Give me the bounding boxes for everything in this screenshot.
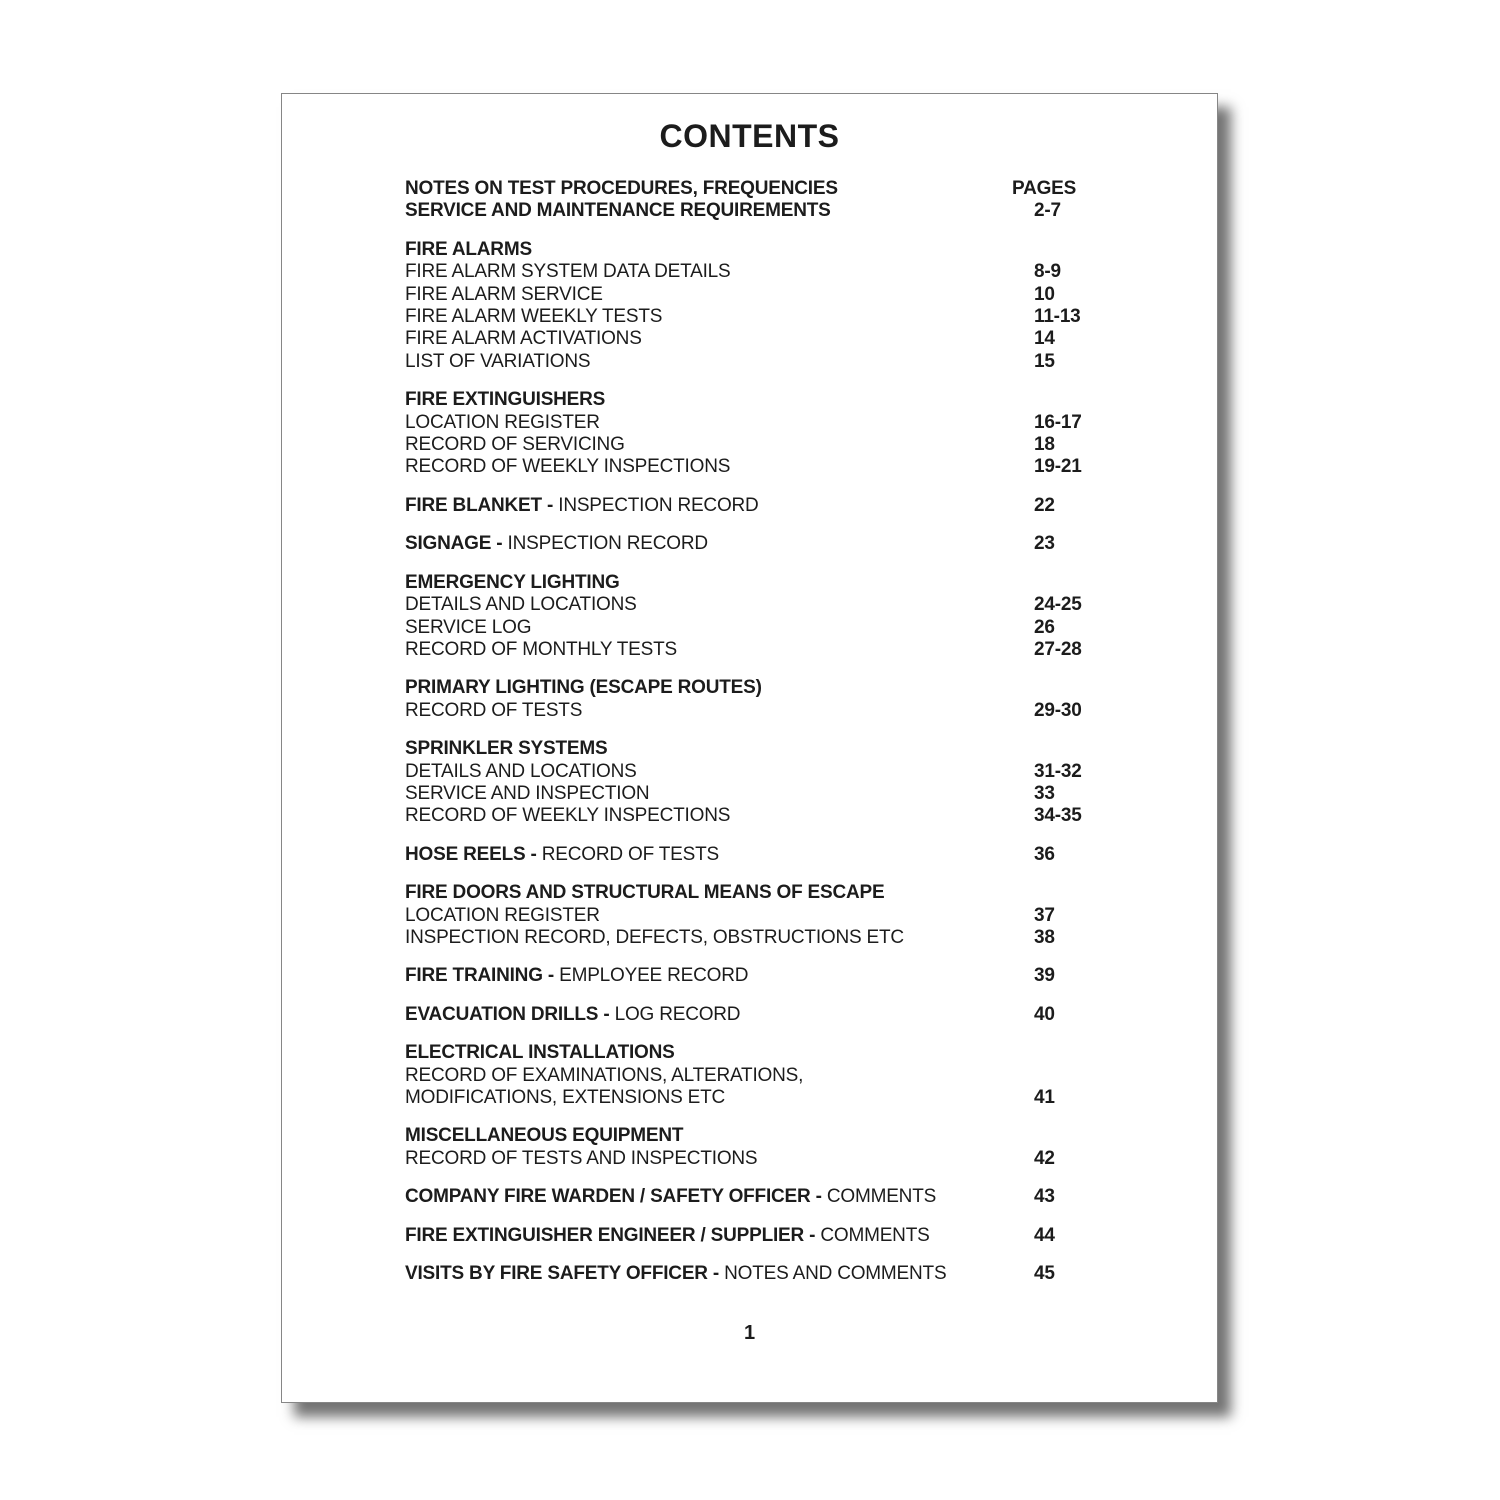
toc-entry-label <box>405 882 1034 904</box>
toc-section <box>405 1225 1197 1247</box>
toc-entry-label <box>405 495 1034 517</box>
toc-entry-text: DETAILS AND LOCATIONS <box>405 594 637 616</box>
toc-entry-text: SERVICE LOG <box>405 616 532 638</box>
toc-entry-label <box>405 639 1034 661</box>
toc-entry-label <box>405 1065 1034 1087</box>
toc-entry-pages: 33 <box>1034 782 1055 804</box>
toc-entry-text: DETAILS AND LOCATIONS <box>405 760 637 782</box>
toc-entry-label <box>405 456 1034 478</box>
toc-section <box>405 495 1197 517</box>
toc-row <box>405 1186 1197 1208</box>
toc-entry-text: FIRE ALARM WEEKLY TESTS <box>405 306 663 328</box>
toc-entry-text: RECORD OF MONTHLY TESTS <box>405 638 677 660</box>
toc-entry-text: COMMENTS <box>826 1186 937 1208</box>
page-title: CONTENTS <box>659 118 840 154</box>
toc-entry-heading: SPRINKLER SYSTEMS <box>405 738 608 760</box>
toc-section <box>405 844 1197 866</box>
toc-entry-text: FIRE ALARM SERVICE <box>405 283 603 305</box>
toc-entry-label <box>405 965 1034 987</box>
toc-entry-text: LOCATION REGISTER <box>405 904 600 926</box>
toc-entry-label <box>405 805 1034 827</box>
toc-entry-pages: 45 <box>1034 1263 1055 1285</box>
toc-section <box>405 533 1197 555</box>
toc-entry-label <box>405 905 1034 927</box>
toc-entry-heading: EMERGENCY LIGHTING <box>405 571 620 593</box>
toc-section <box>405 1042 1197 1109</box>
toc-row <box>405 927 1197 949</box>
toc-row <box>405 783 1197 805</box>
toc-row <box>405 434 1197 456</box>
toc-entry-text: INSPECTION RECORD, DEFECTS, OBSTRUCTIONS ETC <box>405 926 904 948</box>
toc-entry-pages: 38 <box>1034 926 1055 948</box>
toc-entry-pages: 43 <box>1034 1186 1055 1208</box>
toc-entry-label <box>405 533 1034 555</box>
toc-row <box>405 965 1197 987</box>
toc-section <box>405 677 1197 722</box>
toc-section <box>405 1004 1197 1026</box>
toc-entry-heading: EVACUATION DRILLS - <box>405 1003 610 1025</box>
contents-page <box>281 93 1218 1403</box>
toc-entry-heading: FIRE EXTINGUISHER ENGINEER / SUPPLIER - <box>405 1224 816 1246</box>
toc-entry-heading: ELECTRICAL INSTALLATIONS <box>405 1042 675 1064</box>
toc-entry-pages: 18 <box>1034 434 1055 456</box>
toc-entry-text: FIRE ALARM ACTIVATIONS <box>405 328 642 350</box>
toc-entry-pages: 42 <box>1034 1147 1055 1169</box>
toc-section <box>405 389 1197 479</box>
toc-row <box>405 738 1197 760</box>
toc-row <box>405 617 1197 639</box>
toc-entry-heading: FIRE EXTINGUISHERS <box>405 389 606 411</box>
toc-entry-label <box>405 677 1034 699</box>
toc-entry-label <box>405 927 1034 949</box>
toc-entry-text: SERVICE AND INSPECTION <box>405 782 650 804</box>
toc-entry-label <box>405 412 1034 434</box>
toc-row <box>405 882 1197 904</box>
toc-entry-label <box>405 306 1034 328</box>
toc-entry-pages: 40 <box>1034 1003 1055 1025</box>
toc-row <box>405 677 1197 699</box>
toc-row <box>405 239 1197 261</box>
toc-entry-heading: MISCELLANEOUS EQUIPMENT <box>405 1125 684 1147</box>
toc-row <box>405 328 1197 350</box>
toc-section <box>405 178 1197 223</box>
toc-entry-label <box>405 572 1034 594</box>
toc-entry-pages: 22 <box>1034 494 1055 516</box>
toc-row <box>405 533 1197 555</box>
toc-entry-pages: 44 <box>1034 1224 1055 1246</box>
toc-row <box>405 761 1197 783</box>
toc-entry-label <box>405 761 1034 783</box>
toc-entry-heading: FIRE DOORS AND STRUCTURAL MEANS OF ESCAPE <box>405 882 885 904</box>
toc-row <box>405 389 1197 411</box>
toc-row <box>405 456 1197 478</box>
table-of-contents <box>282 178 1217 1285</box>
toc-entry-heading: FIRE ALARMS <box>405 238 532 260</box>
toc-entry-label <box>405 328 1034 350</box>
toc-entry-text: RECORD OF WEEKLY INSPECTIONS <box>405 456 731 478</box>
toc-entry-text: RECORD OF WEEKLY INSPECTIONS <box>405 805 731 827</box>
toc-section <box>405 882 1197 949</box>
toc-row <box>405 495 1197 517</box>
toc-row <box>405 200 1197 222</box>
toc-entry-text: INSPECTION RECORD <box>558 494 759 516</box>
toc-entry-heading: VISITS BY FIRE SAFETY OFFICER - <box>405 1263 720 1285</box>
toc-row <box>405 905 1197 927</box>
toc-section <box>405 1186 1197 1208</box>
toc-entry-text: INSPECTION RECORD <box>507 533 708 555</box>
toc-entry-pages: 39 <box>1034 965 1055 987</box>
toc-row <box>405 572 1197 594</box>
toc-entry-label <box>405 1087 1034 1109</box>
toc-entry-heading: FIRE TRAINING - <box>405 965 554 987</box>
toc-row <box>405 1065 1197 1087</box>
toc-row <box>405 1148 1197 1170</box>
toc-entry-text: COMMENTS <box>820 1224 930 1246</box>
toc-entry-pages: 26 <box>1034 616 1055 638</box>
toc-row <box>405 178 1197 200</box>
toc-entry-pages: 41 <box>1034 1087 1055 1108</box>
toc-entry-text: EMPLOYEE RECORD <box>559 965 749 987</box>
toc-entry-text: LOCATION REGISTER <box>405 411 600 433</box>
toc-entry-pages: 31-32 <box>1034 760 1082 782</box>
toc-entry-text: LIST OF VARIATIONS <box>405 350 591 372</box>
toc-entry-heading: NOTES ON TEST PROCEDURES, FREQUENCIES <box>405 178 838 199</box>
toc-entry-label <box>405 783 1034 805</box>
toc-row <box>405 1042 1197 1064</box>
toc-entry-pages: 10 <box>1034 283 1055 305</box>
toc-entry-label <box>405 617 1034 639</box>
page-number: 1 <box>743 1322 756 1345</box>
toc-entry-pages: 14 <box>1034 328 1055 350</box>
toc-entry-label <box>405 1225 1034 1247</box>
toc-row <box>405 261 1197 283</box>
toc-entry-heading: PRIMARY LIGHTING (ESCAPE ROUTES) <box>405 677 762 699</box>
toc-entry-label <box>405 239 1034 261</box>
toc-row <box>405 1087 1197 1109</box>
toc-row <box>405 1225 1197 1247</box>
toc-entry-pages: 34-35 <box>1034 805 1082 827</box>
toc-section <box>405 1263 1197 1285</box>
toc-entry-heading: SIGNAGE - <box>405 533 503 555</box>
toc-entry-text: RECORD OF TESTS <box>541 843 719 865</box>
toc-entry-label <box>405 434 1034 456</box>
toc-row <box>405 351 1197 373</box>
toc-entry-label <box>405 594 1034 616</box>
toc-entry-heading: SERVICE AND MAINTENANCE REQUIREMENTS <box>405 200 831 222</box>
toc-entry-text: RECORD OF EXAMINATIONS, ALTERATIONS, <box>405 1064 804 1086</box>
toc-section <box>405 738 1197 828</box>
toc-section <box>405 572 1197 662</box>
toc-entry-text: RECORD OF TESTS AND INSPECTIONS <box>405 1147 758 1169</box>
toc-entry-label <box>405 1263 1034 1285</box>
toc-entry-pages: 29-30 <box>1034 699 1082 721</box>
toc-section <box>405 239 1197 373</box>
toc-entry-pages: 23 <box>1034 533 1055 555</box>
toc-entry-heading: FIRE BLANKET - <box>405 494 554 516</box>
toc-entry-label <box>405 1004 1034 1026</box>
toc-row <box>405 306 1197 328</box>
toc-entry-label <box>405 200 1034 222</box>
toc-entry-text: RECORD OF TESTS <box>405 699 583 721</box>
toc-row <box>405 700 1197 722</box>
toc-entry-label <box>405 351 1034 373</box>
toc-section <box>405 1125 1197 1170</box>
toc-entry-pages: 37 <box>1034 904 1055 926</box>
toc-entry-pages: 11-13 <box>1034 306 1081 328</box>
toc-entry-pages: 16-17 <box>1034 411 1082 433</box>
toc-entry-heading: COMPANY FIRE WARDEN / SAFETY OFFICER - <box>405 1186 822 1208</box>
toc-entry-label <box>405 178 1034 200</box>
toc-section <box>405 965 1197 987</box>
toc-entry-label <box>405 261 1034 283</box>
toc-entry-heading: HOSE REELS - <box>405 843 537 865</box>
pages-column-header: PAGES <box>1012 178 1077 199</box>
toc-entry-pages: 24-25 <box>1034 594 1082 616</box>
toc-entry-label <box>405 1148 1034 1170</box>
toc-entry-label <box>405 700 1034 722</box>
toc-entry-pages: 8-9 <box>1034 261 1061 283</box>
toc-entry-label <box>405 389 1034 411</box>
toc-entry-pages: 27-28 <box>1034 638 1082 660</box>
toc-entry-label <box>405 1186 1034 1208</box>
toc-row <box>405 594 1197 616</box>
toc-row <box>405 1125 1197 1147</box>
toc-row <box>405 844 1197 866</box>
toc-entry-text: RECORD OF SERVICING <box>405 434 625 456</box>
toc-entry-pages: 36 <box>1034 843 1055 865</box>
toc-row <box>405 284 1197 306</box>
toc-row <box>405 805 1197 827</box>
toc-entry-text: LOG RECORD <box>614 1003 741 1025</box>
toc-entry-label <box>405 1042 1034 1064</box>
toc-entry-pages: 15 <box>1034 350 1055 372</box>
toc-entry-text: NOTES AND COMMENTS <box>724 1263 947 1285</box>
toc-row <box>405 412 1197 434</box>
toc-row <box>405 1263 1197 1285</box>
toc-row <box>405 1004 1197 1026</box>
toc-entry-label <box>405 738 1034 760</box>
toc-entry-text: FIRE ALARM SYSTEM DATA DETAILS <box>405 261 731 283</box>
toc-row <box>405 639 1197 661</box>
toc-entry-text: MODIFICATIONS, EXTENSIONS ETC <box>405 1087 726 1108</box>
toc-entry-label <box>405 1125 1034 1147</box>
toc-entry-pages: 19-21 <box>1034 456 1082 478</box>
toc-entry-label <box>405 844 1034 866</box>
toc-entry-label <box>405 284 1034 306</box>
toc-entry-pages: 2-7 <box>1034 200 1061 222</box>
